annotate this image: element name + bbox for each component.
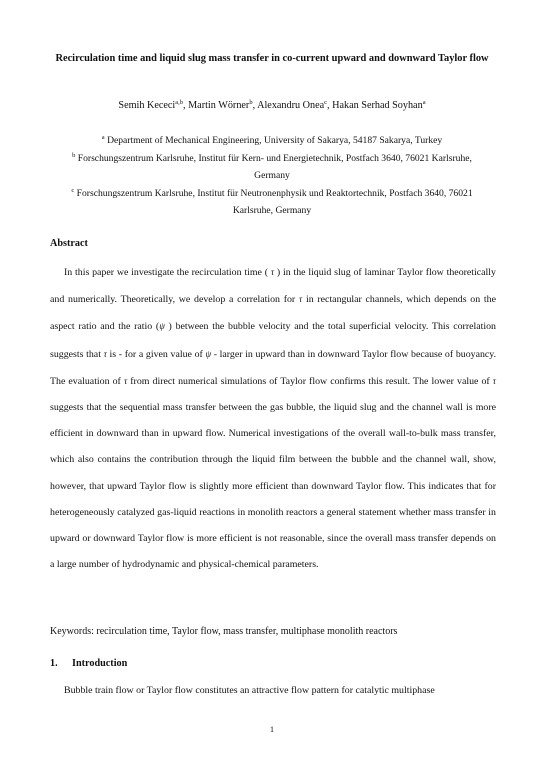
section-number: 1. bbox=[50, 658, 58, 669]
tau-symbol: τ bbox=[492, 375, 497, 386]
affiliation-text: Forschungszentrum Karlsruhe, Institut für Neutronenphysik und Reaktortechnik, Postfach 3640, 76021 Karlsruhe, Germany bbox=[76, 187, 473, 216]
abstract-text: ) between the bubble velocity and the total superficial velocity. This correlation suggests that bbox=[50, 321, 496, 360]
affiliation-text: Department of Mechanical Engineering, University of Sakarya, 54187 Sakarya, Turkey bbox=[107, 135, 443, 146]
abstract-text: suggests that the sequential mass transfer between the gas bubble, the liquid slug and the channel wall is more efficient in downward than in upward flow. Numerical investigations of the overall wall-to-bulk mass transfer, which also contains the contribution through the liquid film between the bubble and the channel wall, show, however, that upward Taylor flow is slightly more efficient than downward Taylor flow. This indicates that for heterogeneously catalyzed gas-liquid reactions in monolith reactors a general statement whether mass transfer in upward or downward Taylor flow is more efficient is not reasonable, since the overall mass transfer depends on a large number of hydrodynamic and physical-chemical parameters. bbox=[50, 402, 496, 571]
psi-symbol: ψ bbox=[159, 321, 165, 332]
author-separator: , bbox=[183, 100, 189, 111]
intro-text: Bubble train flow or Taylor flow constitutes an attractive flow pattern for catalytic multiphase bbox=[64, 685, 435, 696]
author-name: Hakan Serhad Soyhan bbox=[332, 100, 423, 111]
author-affiliation-mark: b bbox=[249, 99, 253, 106]
tau-symbol: τ bbox=[270, 267, 275, 277]
abstract-body bbox=[50, 259, 496, 578]
author-separator: , bbox=[252, 100, 258, 111]
author-list bbox=[40, 99, 504, 113]
section-title: Introduction bbox=[72, 658, 128, 669]
psi-symbol: ψ bbox=[205, 348, 212, 359]
affiliation-text: Forschungszentrum Karlsruhe, Institut für Kern- und Energietechnik, Postfach 3640, 76021 Karlsruhe, Germany bbox=[77, 152, 472, 181]
abstract-text: is - for a given value of bbox=[109, 348, 203, 360]
author-name: Semih Kececi bbox=[118, 100, 176, 111]
abstract-text: in rectangular channels, which depends on the aspect ratio and the ratio ( bbox=[50, 294, 496, 333]
abstract-text: ) in the liquid slug of laminar Taylor flow theoretically and numerically. Theoretically, we develop a correlation for bbox=[50, 267, 496, 306]
page-number: 1 bbox=[269, 724, 275, 734]
affiliation-mark: c bbox=[71, 186, 75, 194]
abstract-heading: Abstract bbox=[50, 238, 88, 249]
author-affiliation-mark: a bbox=[422, 99, 426, 106]
paper-title: Recirculation time and liquid slug mass transfer in co-current upward and downward Taylor flow bbox=[55, 53, 489, 64]
keywords-line: Keywords: recirculation time, Taylor flow, mass transfer, multiphase monolith reactors bbox=[50, 626, 398, 637]
tau-symbol: τ bbox=[123, 375, 128, 386]
author-separator: , bbox=[327, 100, 333, 111]
abstract-text: from direct numerical simulations of Taylor flow confirms this result. The lower value of bbox=[130, 375, 490, 387]
affiliation-mark: a bbox=[101, 134, 105, 141]
abstract-text: - larger in upward than in downward Taylor flow because of buoyancy. The evaluation of bbox=[50, 348, 497, 387]
author-affiliation-mark: a,b bbox=[175, 99, 184, 106]
affiliation bbox=[60, 185, 484, 220]
section-heading bbox=[50, 658, 127, 669]
affiliation bbox=[60, 150, 484, 185]
abstract-text: In this paper we investigate the recirculation time ( bbox=[64, 267, 268, 278]
author-affiliation-mark: c bbox=[324, 99, 328, 106]
author-name: Alexandru Onea bbox=[257, 100, 325, 111]
tau-symbol: τ bbox=[103, 348, 107, 359]
affiliation-list bbox=[60, 132, 484, 220]
affiliation-mark: b bbox=[72, 151, 76, 159]
tau-symbol: τ bbox=[298, 294, 303, 305]
author-name: Martin Wörner bbox=[188, 100, 250, 111]
affiliation bbox=[60, 132, 484, 150]
